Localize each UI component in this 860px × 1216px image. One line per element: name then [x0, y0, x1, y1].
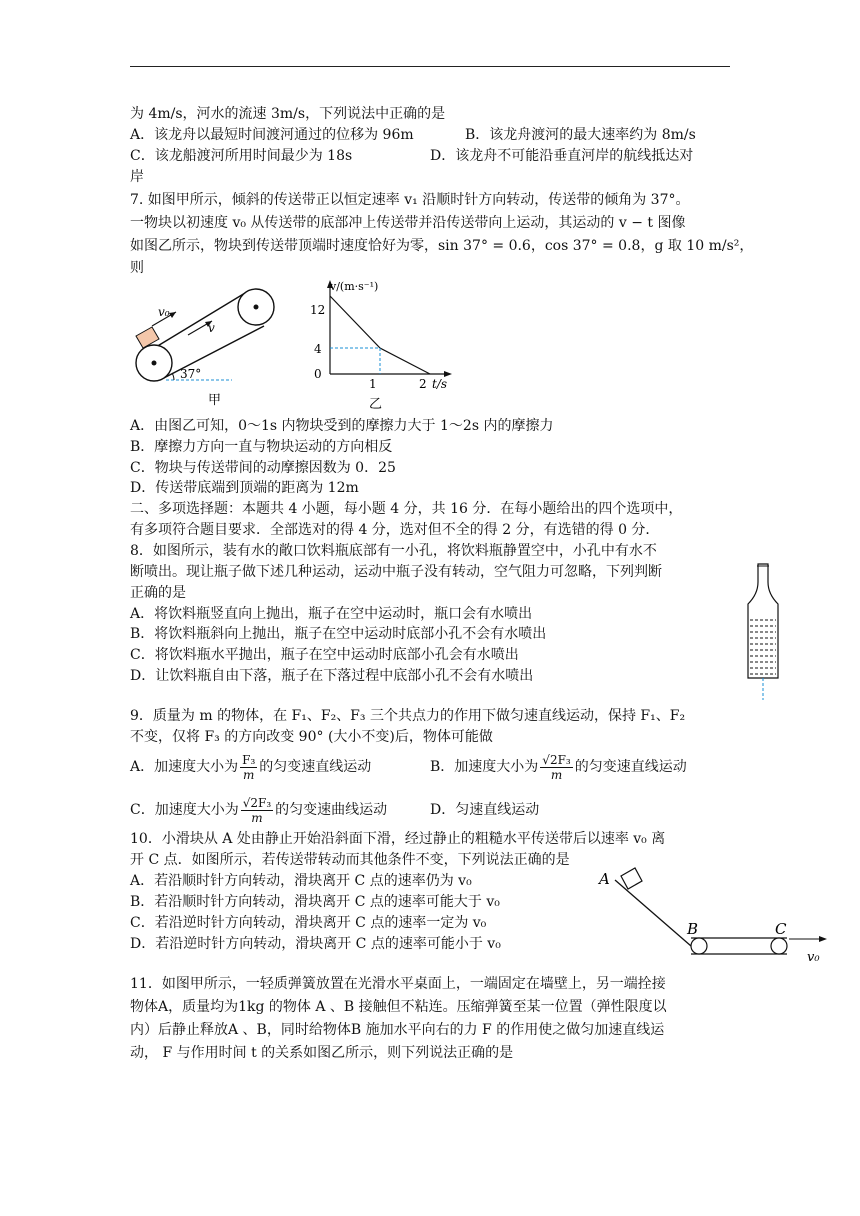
q10-stem-1: 10．小滑块从 A 处由静止开始沿斜面下滑，经过静止的粗糙水平传送带后以速率 v₀ 离 [130, 831, 666, 847]
q6-option-d-cont: 岸 [130, 169, 144, 185]
q7-stem-3: 如图乙所示，物块到传送带顶端时速度恰好为零，sin 37° = 0.6，cos 37° = 0.8，g 取 10 m/s²， [130, 238, 754, 254]
q6-stem: 为 4m/s，河水的流速 3m/s，下列说法中正确的是 [130, 106, 446, 122]
q8-stem-3: 正确的是 [130, 585, 186, 601]
q9-option-c-suffix: 的匀变速曲线运动 [275, 802, 388, 818]
vt-tick-1: 1 [369, 377, 377, 391]
q9-option-c-numerator: √2F₃ [242, 795, 272, 810]
q7-fig-angle-label: 37° [180, 367, 202, 381]
q9-option-c [130, 795, 387, 825]
q10-option-a: A．若沿顺时针方向转动，滑块离开 C 点的速率仍为 v₀ [130, 873, 472, 889]
q8-option-a: A．将饮料瓶竖直向上抛出，瓶子在空中运动时，瓶口会有水喷出 [130, 606, 533, 622]
q10-stem-2: 开 C 点．如图所示，若传送带转动而其他条件不变，下列说法正确的是 [130, 852, 570, 868]
q7-figure-vt-chart [300, 276, 470, 411]
q9-option-a-numerator: F₃ [242, 752, 256, 767]
q10-option-d: D．若沿逆时针方向转动，滑块离开 C 点的速率可能小于 v₀ [130, 936, 501, 952]
q8-stem-2: 断喷出。现让瓶子做下述几种运动，运动中瓶子没有转动，空气阻力可忽略，下列判断 [130, 564, 662, 580]
q7-option-b: B．摩擦力方向一直与物块运动的方向相反 [130, 439, 393, 455]
vt-tick-4: 4 [314, 342, 322, 356]
q7-fig-v0-label: v₀ [158, 305, 170, 319]
q7-fig-yi-caption: 乙 [369, 397, 383, 412]
q7-option-c: C．物块与传送带间的动摩擦因数为 0．25 [130, 460, 396, 476]
q7-fig-v-label: v [208, 321, 215, 335]
q10-figure-incline-belt [595, 862, 830, 972]
q9-option-d: D．匀速直线运动 [430, 802, 540, 818]
vt-tick-12: 12 [310, 303, 326, 317]
q8-option-d: D．让饮料瓶自由下落，瓶子在下落过程中底部小孔不会有水喷出 [130, 668, 534, 684]
q10-fig-label-c: C [775, 920, 787, 938]
q9-option-b [430, 752, 687, 782]
q9-option-c-prefix: C．加速度大小为 [130, 802, 239, 818]
q11-stem-2: 物体A，质量均为1kg 的物体 A 、B 接触但不粘连。压缩弹簧至某一位置（弹性限度以 [130, 999, 667, 1015]
vt-x-axis-label: t/s [432, 377, 448, 391]
q9-option-b-suffix: 的匀变速直线运动 [574, 759, 687, 775]
q8-option-b: B．将饮料瓶斜向上抛出，瓶子在空中运动时底部小孔不会有水喷出 [130, 626, 547, 642]
q7-stem-4: 则 [130, 260, 144, 276]
q7-option-a: A．由图乙可知，0～1s 内物块受到的摩擦力大于 1～2s 内的摩擦力 [130, 418, 554, 434]
q9-option-c-denominator: m [251, 810, 263, 825]
vt-graph-line [330, 296, 430, 374]
q9-option-b-numerator: √2F₃ [542, 752, 571, 767]
header-rule [130, 66, 730, 67]
q10-fig-label-v0: v₀ [807, 950, 820, 965]
q9-option-b-fraction [540, 753, 572, 782]
q9-option-a-fraction [240, 753, 257, 782]
q11-stem-3: 内）后静止释放A 、B，同时给物体B 施加水平向右的力 F 的作用使之做匀加速直线运 [130, 1022, 665, 1038]
section2-heading-2: 有多项符合题目要求．全部选对的得 4 分，选对但不全的得 2 分，有选错的得 0 分． [130, 522, 660, 538]
q9-option-a-suffix: 的匀变速直线运动 [259, 759, 372, 775]
q7-option-d: D．传送带底端到顶端的距离为 12m [130, 480, 359, 496]
q9-option-a-denominator: m [243, 767, 255, 782]
q9-stem-1: 9．质量为 m 的物体，在 F₁、F₂、F₃ 三个共点力的作用下做匀速直线运动，保持 F₁、F₂ [130, 708, 686, 724]
q7-stem-2: 一物块以初速度 v₀ 从传送带的底部冲上传送带并沿传送带向上运动，其运动的 v − t 图像 [130, 215, 686, 231]
q10-fig-label-b: B [687, 920, 699, 938]
q6-option-b: B．该龙舟渡河的最大速率约为 8m/s [465, 127, 696, 143]
vt-y-axis-label: v/(m·s⁻¹) [330, 280, 379, 293]
q6-option-a: A．该龙舟以最短时间渡河通过的位移为 96m [130, 127, 414, 143]
q9-option-c-fraction [241, 796, 273, 825]
vt-tick-0: 0 [314, 367, 322, 381]
q11-stem-4: 动， F 与作用时间 t 的关系如图乙所示，则下列说法正确的是 [130, 1045, 514, 1061]
q9-option-a [130, 752, 371, 782]
q8-option-c: C．将饮料瓶水平抛出，瓶子在空中运动时底部小孔会有水喷出 [130, 647, 519, 663]
q10-fig-label-a: A [599, 870, 610, 888]
vt-tick-2: 2 [419, 377, 427, 391]
q9-option-b-prefix: B．加速度大小为 [430, 759, 539, 775]
section2-heading-1: 二、多项选择题：本题共 4 小题，每小题 4 分，共 16 分．在每小题给出的四个选项中， [130, 501, 683, 517]
q6-option-c: C．该龙船渡河所用时间最少为 18s [130, 148, 353, 164]
q7-fig-jia-caption: 甲 [208, 393, 222, 408]
q7-stem-1: 7. 如图甲所示，倾斜的传送带正以恒定速率 v₁ 沿顺时针方向转动，传送带的倾角为 37°。 [130, 192, 690, 208]
q10-option-b: B．若沿顺时针方向转动，滑块离开 C 点的速率可能大于 v₀ [130, 894, 500, 910]
q8-stem-1: 8．如图所示，装有水的敞口饮料瓶底部有一小孔，将饮料瓶静置空中，小孔中有水不 [130, 543, 657, 559]
q9-stem-2: 不变，仅将 F₃ 的方向改变 90° (大小不变)后，物体可能做 [130, 729, 493, 745]
q8-figure-bottle [744, 560, 784, 702]
q10-option-c: C．若沿逆时针方向转动，滑块离开 C 点的速率一定为 v₀ [130, 915, 487, 931]
q9-option-a-prefix: A．加速度大小为 [130, 759, 239, 775]
q6-option-d: D．该龙舟不可能沿垂直河岸的航线抵达对 [430, 148, 694, 164]
q9-option-b-denominator: m [550, 767, 563, 782]
q7-figure-conveyor [130, 280, 290, 410]
q11-stem-1: 11．如图甲所示，一轻质弹簧放置在光滑水平桌面上，一端固定在墙壁上，另一端拴接 [130, 976, 666, 992]
